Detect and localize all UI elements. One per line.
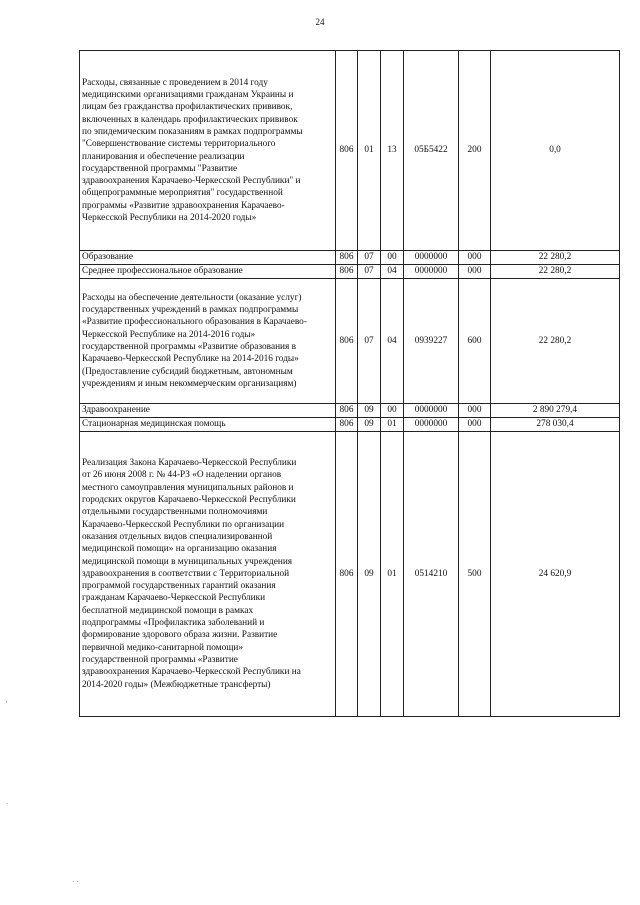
code-ved: 806	[336, 418, 358, 432]
amount: 22 280,2	[491, 279, 620, 404]
row-description: Расходы на обеспечение деятельности (оказание услуг) государственных учреждений в рамках подпрограммы «Развитие профессионального образования в Карачаево- Черкесской Республике на 2014-2016 годы» государственной программы «Развитие образования в Карачаево-Черкесской Республике на 2014-2016 годы» (Предоставление субсидий бюджетным, автономным учреждениям и иным некоммерческим организациям)	[80, 279, 336, 404]
code-rz: 07	[358, 279, 381, 404]
code-rz: 09	[358, 432, 381, 717]
budget-table	[79, 50, 620, 717]
table-row	[80, 51, 620, 251]
code-pr: 13	[381, 51, 404, 251]
code-vr: 200	[459, 51, 491, 251]
code-rz: 09	[358, 404, 381, 418]
code-vr: 500	[459, 432, 491, 717]
amount: 278 030,4	[491, 418, 620, 432]
row-description: Здравоохранение	[80, 404, 336, 418]
code-csr: 05Б5422	[404, 51, 459, 251]
amount: 22 280,2	[491, 251, 620, 265]
code-pr: 04	[381, 265, 404, 279]
page-number: 24	[315, 17, 325, 27]
table-row	[80, 432, 620, 717]
amount: 22 280,2	[491, 265, 620, 279]
scan-speck: '	[6, 700, 8, 708]
table-row	[80, 404, 620, 418]
amount: 2 890 279,4	[491, 404, 620, 418]
row-description: Образование	[80, 251, 336, 265]
table-row	[80, 265, 620, 279]
code-vr: 000	[459, 251, 491, 265]
scan-speck: ·	[6, 800, 9, 808]
code-ved: 806	[336, 279, 358, 404]
scan-speck: · ·	[72, 878, 79, 886]
code-csr: 0000000	[404, 418, 459, 432]
code-csr: 0000000	[404, 404, 459, 418]
code-rz: 07	[358, 265, 381, 279]
code-ved: 806	[336, 265, 358, 279]
code-rz: 09	[358, 418, 381, 432]
table-row	[80, 251, 620, 265]
table-row	[80, 418, 620, 432]
code-vr: 000	[459, 404, 491, 418]
code-ved: 806	[336, 432, 358, 717]
row-description: Среднее профессиональное образование	[80, 265, 336, 279]
table-row	[80, 279, 620, 404]
code-pr: 01	[381, 432, 404, 717]
row-description: Расходы, связанные с проведением в 2014 году медицинскими организациями гражданам Украины и лицам без гражданства профилактических прививок, включенных в календарь профилактических прививок по эпидемическим показаниям в рамках подпрограммы "Совершенствование системы территориального планирования и обеспечение реализации государственной программы "Развитие здравоохранения Карачаево-Черкесской Республики" и общепрограммные мероприятия" государственной программы «Развитие здравоохранения Карачаево- Черкесской Республики на 2014-2020 годы»	[80, 51, 336, 251]
amount: 0,0	[491, 51, 620, 251]
code-pr: 00	[381, 251, 404, 265]
code-ved: 806	[336, 251, 358, 265]
amount: 24 620,9	[491, 432, 620, 717]
row-description: Реализация Закона Карачаево-Черкесской Республики от 26 июня 2008 г. № 44-РЗ «О наделении органов местного самоуправления муниципальных районов и городских округов Карачаево-Черкесской Республики отдельными государственными полномочиями Карачаево-Черкесской Республики по организации оказания отдельных видов специализированной медицинской помощи» на организацию оказания медицинской помощи в муниципальных учреждения здравоохранения в соответствии с Территориальной программой государственных гарантий оказания гражданам Карачаево-Черкесской Республики бесплатной медицинской помощи в рамках подпрограммы «Профилактика заболеваний и формирование здорового образа жизни. Развитие первичной медико-санитарной помощи» государственной программы «Развитие здравоохранения Карачаево-Черкесской Республики на 2014-2020 годы» (Межбюджетные трансферты)	[80, 432, 336, 717]
code-csr: 0514210	[404, 432, 459, 717]
code-vr: 000	[459, 418, 491, 432]
code-pr: 00	[381, 404, 404, 418]
code-csr: 0939227	[404, 279, 459, 404]
code-pr: 01	[381, 418, 404, 432]
code-rz: 01	[358, 51, 381, 251]
code-vr: 000	[459, 265, 491, 279]
code-rz: 07	[358, 251, 381, 265]
row-description: Стационарная медицинская помощь	[80, 418, 336, 432]
code-ved: 806	[336, 51, 358, 251]
code-csr: 0000000	[404, 251, 459, 265]
code-ved: 806	[336, 404, 358, 418]
code-pr: 04	[381, 279, 404, 404]
code-csr: 0000000	[404, 265, 459, 279]
code-vr: 600	[459, 279, 491, 404]
